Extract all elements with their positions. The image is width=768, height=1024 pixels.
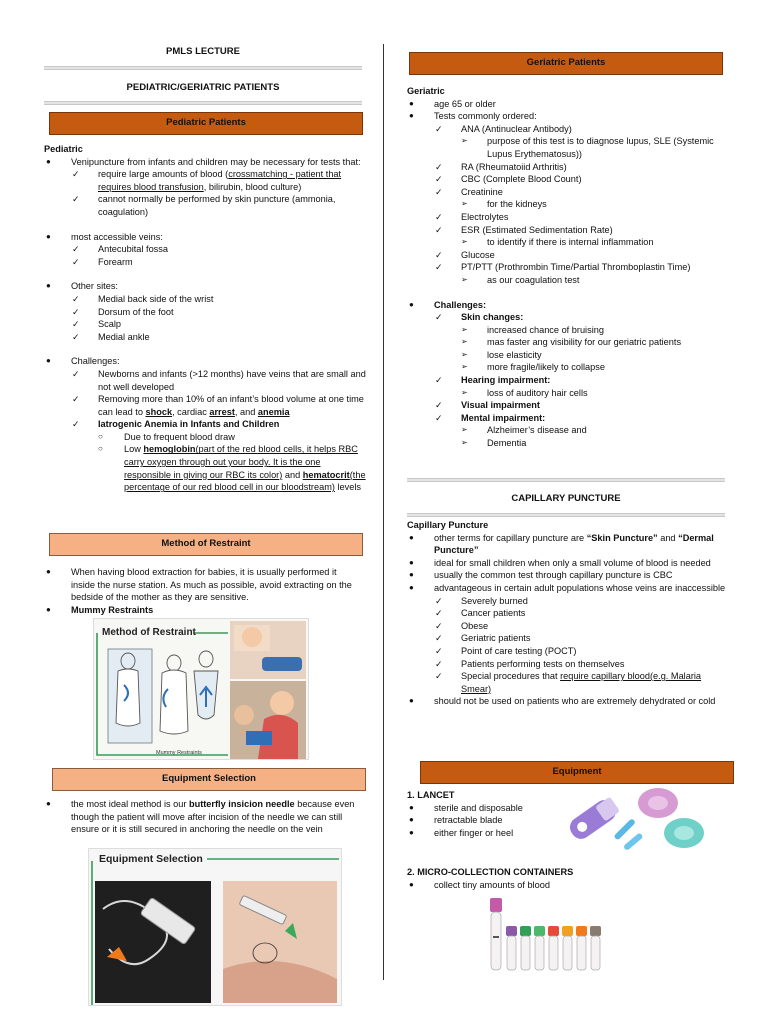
bullet-icon: ● bbox=[46, 604, 51, 614]
arrow-bullet-icon: ➢ bbox=[461, 387, 468, 397]
list-item: ➢ lose elasticity bbox=[461, 349, 542, 360]
check-icon: ✓ bbox=[435, 161, 443, 172]
list-item: ✓ Glucose bbox=[435, 249, 495, 260]
lancet-heading: 1. LANCET bbox=[407, 790, 455, 800]
list-item: ● most accessible veins: bbox=[46, 231, 163, 242]
arrow-bullet-icon: ➢ bbox=[461, 425, 468, 435]
equipment-selection-content bbox=[44, 798, 362, 836]
doc-title: PMLS LECTURE bbox=[166, 46, 240, 57]
check-icon: ✓ bbox=[435, 123, 443, 134]
bullet-icon: ● bbox=[409, 532, 414, 542]
list-item: ● other terms for capillary puncture are “Skin Puncture” and “Dermal Puncture” bbox=[409, 532, 714, 556]
check-icon: ✓ bbox=[435, 620, 443, 631]
check-icon: ✓ bbox=[435, 312, 443, 323]
list-item: ✓ Electrolytes bbox=[435, 211, 509, 222]
micro-collection-tubes-image bbox=[486, 896, 602, 976]
arrow-bullet-icon: ➢ bbox=[461, 438, 468, 448]
list-item: ● Venipuncture from infants and children may be necessary for tests that: bbox=[46, 156, 361, 167]
bullet-icon: ● bbox=[409, 696, 414, 706]
arrow-bullet-icon: ➢ bbox=[461, 324, 468, 334]
list-item: ● age 65 or older bbox=[409, 98, 496, 109]
list-item: ● retractable blade bbox=[409, 815, 503, 826]
list-item: ✓ Special procedures that require capillary blood(e.g. Malaria Smear) bbox=[435, 671, 702, 694]
lancet-content bbox=[407, 789, 567, 839]
list-item: ✓ Patients performing tests on themselves bbox=[435, 658, 625, 669]
list-item: ✓ Iatrogenic Anemia in Infants and Children bbox=[72, 419, 280, 430]
list-item: ● usually the common test through capillary puncture is CBC bbox=[409, 570, 673, 581]
section-rule bbox=[44, 101, 362, 105]
bullet-icon: ● bbox=[409, 98, 414, 108]
list-item: ➢ mas faster ang visibility for our geriatric patients bbox=[461, 337, 682, 348]
check-icon: ✓ bbox=[72, 169, 80, 180]
check-icon: ✓ bbox=[72, 256, 80, 267]
list-item: ● collect tiny amounts of blood bbox=[409, 879, 550, 890]
list-item: ➢ as our coagulation test bbox=[461, 274, 580, 285]
check-icon: ✓ bbox=[435, 224, 443, 235]
list-item: ✓ Medial ankle bbox=[72, 331, 150, 342]
list-item: ✓ Visual impairment bbox=[435, 400, 540, 411]
capillary-title: CAPILLARY PUNCTURE bbox=[511, 493, 621, 504]
list-item: ● the most ideal method is our butterfly insicion needle because even though the patient will move after incision of the needle we can still ensure or it is still secured in anchoring the needle on the vein bbox=[46, 799, 355, 835]
list-item: ● Mummy Restraints bbox=[46, 604, 154, 615]
bullet-icon: ● bbox=[409, 879, 414, 889]
list-item: ✓ Removing more than 10% of an infant’s blood volume at one time can lead to shock, cardiac arrest, and anemia bbox=[72, 394, 364, 417]
list-item: ✓ CBC (Complete Blood Count) bbox=[435, 174, 582, 185]
list-item: ✓ ESR (Estimated Sedimentation Rate) bbox=[435, 224, 613, 235]
list-item: ✓ Creatinine bbox=[435, 186, 503, 197]
bullet-icon: ● bbox=[46, 281, 51, 291]
list-item: ○ Low hemoglobin(part of the red blood cells, it helps RBC carry oxygen through out your body. It is the one responsible in giving our RBC its color) and hematocrit(the percentage of our red blood cell in our bloodstream) levels bbox=[98, 444, 366, 493]
bullet-icon: ● bbox=[46, 356, 51, 366]
list-item: ● sterile and disposable bbox=[409, 802, 523, 813]
list-item: ✓ Medial back side of the wrist bbox=[72, 293, 214, 304]
bullet-icon: ● bbox=[409, 815, 414, 825]
check-icon: ✓ bbox=[435, 400, 443, 411]
list-item: ● When having blood extraction for babies, it is usually performed it inside the nurse station. As much as possible, avoid extracting on the bedside of the mother as they are sensitive. bbox=[46, 567, 352, 603]
list-item: ● Other sites: bbox=[46, 281, 118, 292]
arrow-bullet-icon: ➢ bbox=[461, 237, 468, 247]
pediatric-heading: Pediatric bbox=[44, 144, 83, 154]
check-icon: ✓ bbox=[435, 375, 443, 386]
equipment-selection-figure bbox=[88, 848, 342, 1006]
list-item: ● either finger or heel bbox=[409, 827, 514, 838]
capillary-heading: Capillary Puncture bbox=[407, 520, 489, 530]
bullet-icon: ● bbox=[409, 111, 414, 121]
bullet-icon: ● bbox=[46, 567, 51, 576]
list-item: ✓ require large amounts of blood (crossmatching - patient that requires blood transfusion, bilirubin, blood culture) bbox=[72, 169, 342, 192]
pediatric-content bbox=[44, 143, 366, 494]
list-item: ● should not be used on patients who are extremely dehydrated or cold bbox=[409, 696, 716, 707]
check-icon: ✓ bbox=[72, 419, 80, 430]
restraint-figure bbox=[93, 618, 309, 760]
title-rule bbox=[44, 66, 362, 70]
lancet-image bbox=[562, 785, 712, 855]
list-item: ✓ Geriatric patients bbox=[435, 633, 531, 644]
list-item: ✓ ANA (Antinuclear Antibody) bbox=[435, 123, 572, 134]
check-icon: ✓ bbox=[435, 211, 443, 222]
list-item: ● ideal for small children when only a small volume of blood is needed bbox=[409, 557, 711, 568]
list-item: ➢ for the kidneys bbox=[461, 199, 547, 210]
restraint-content bbox=[44, 566, 362, 616]
check-icon: ✓ bbox=[435, 658, 443, 669]
restraint-illustration bbox=[94, 619, 310, 761]
restraint-banner: Method of Restraint bbox=[49, 533, 363, 556]
capillary-content bbox=[407, 519, 729, 708]
figure-caption: Mummy Restraints bbox=[156, 750, 202, 756]
micro-collection-heading: 2. MICRO-COLLECTION CONTAINERS bbox=[407, 867, 574, 877]
check-icon: ✓ bbox=[72, 244, 80, 255]
list-item: ✓ Forearm bbox=[72, 256, 133, 267]
list-item: ● Tests commonly ordered: bbox=[409, 111, 537, 122]
figure-title: Method of Restraint bbox=[102, 627, 196, 638]
column-divider bbox=[383, 44, 384, 980]
check-icon: ✓ bbox=[435, 412, 443, 423]
list-item: ✓ Dorsum of the foot bbox=[72, 306, 174, 317]
list-item: ✓ Hearing impairment: bbox=[435, 375, 551, 386]
list-item: ● Challenges: bbox=[409, 299, 487, 310]
check-icon: ✓ bbox=[435, 186, 443, 197]
arrow-bullet-icon: ➢ bbox=[461, 337, 468, 347]
list-item: ✓ Severely burned bbox=[435, 595, 528, 606]
geriatric-heading: Geriatric bbox=[407, 86, 445, 96]
check-icon: ✓ bbox=[435, 595, 443, 606]
list-item: ✓ RA (Rheumatoiid Arthritis) bbox=[435, 161, 567, 172]
list-item: ● advantageous in certain adult populations whose veins are inaccessible bbox=[409, 582, 726, 593]
bullet-icon: ● bbox=[409, 557, 414, 567]
bullet-icon: ● bbox=[46, 231, 51, 241]
circle-bullet-icon: ○ bbox=[98, 444, 103, 454]
circle-bullet-icon: ○ bbox=[98, 431, 103, 441]
bullet-icon: ● bbox=[46, 799, 51, 808]
list-item: ✓ Antecubital fossa bbox=[72, 244, 168, 255]
list-item: ✓ Point of care testing (POCT) bbox=[435, 645, 577, 656]
figure-title: Equipment Selection bbox=[99, 853, 203, 865]
list-item: ● Challenges: bbox=[46, 356, 120, 367]
micro-collection-content bbox=[407, 866, 727, 891]
list-item: ✓ PT/PTT (Prothrombin Time/Partial Thromboplastin Time) bbox=[435, 262, 691, 273]
list-item: ✓ Obese bbox=[435, 620, 489, 631]
list-item: ➢ loss of auditory hair cells bbox=[461, 387, 588, 398]
bullet-icon: ● bbox=[409, 570, 414, 580]
bullet-icon: ● bbox=[409, 299, 414, 309]
check-icon: ✓ bbox=[435, 671, 443, 682]
list-item: ➢ to identify if there is internal inflammation bbox=[461, 237, 654, 248]
check-icon: ✓ bbox=[435, 645, 443, 656]
arrow-bullet-icon: ➢ bbox=[461, 274, 468, 284]
arrow-bullet-icon: ➢ bbox=[461, 199, 468, 209]
list-item: ✓ Newborns and infants (>12 months) have veins that are small and not well developed bbox=[72, 368, 366, 392]
check-icon: ✓ bbox=[435, 633, 443, 644]
bullet-icon: ● bbox=[409, 582, 414, 592]
list-item: ➢ increased chance of bruising bbox=[461, 324, 604, 335]
arrow-bullet-icon: ➢ bbox=[461, 136, 468, 146]
check-icon: ✓ bbox=[435, 249, 443, 260]
equipment-selection-banner: Equipment Selection bbox=[52, 768, 366, 791]
list-item: ✓ Scalp bbox=[72, 319, 121, 330]
pediatric-banner: Pediatric Patients bbox=[49, 112, 363, 135]
list-item: ➢ Dementia bbox=[461, 438, 527, 449]
butterfly-needle-illustration bbox=[89, 849, 343, 1007]
check-icon: ✓ bbox=[72, 368, 80, 379]
geriatric-banner: Geriatric Patients bbox=[409, 52, 723, 75]
check-icon: ✓ bbox=[72, 293, 80, 304]
arrow-bullet-icon: ➢ bbox=[461, 362, 468, 372]
list-item: ○ Due to frequent blood draw bbox=[98, 431, 235, 442]
list-item: ✓ cannot normally be performed by skin puncture (ammonia, coagulation) bbox=[72, 194, 336, 217]
list-item: ✓ Cancer patients bbox=[435, 608, 526, 619]
bullet-icon: ● bbox=[46, 156, 51, 166]
check-icon: ✓ bbox=[435, 262, 443, 273]
list-item: ✓ Skin changes: bbox=[435, 312, 524, 323]
list-item: ➢ more fragile/likely to collapse bbox=[461, 362, 605, 373]
bullet-icon: ● bbox=[409, 802, 414, 812]
capillary-rule-bottom bbox=[407, 513, 725, 517]
list-item: ➢ purpose of this test is to diagnose lupus, SLE (Systemic Lupus Erythematosus)) bbox=[461, 136, 714, 159]
check-icon: ✓ bbox=[72, 331, 80, 342]
capillary-rule-top bbox=[407, 478, 725, 482]
section-title: PEDIATRIC/GERIATRIC PATIENTS bbox=[126, 82, 280, 93]
list-item: ➢ Alzheimer’s disease and bbox=[461, 425, 587, 436]
list-item: ✓ Mental impairment: bbox=[435, 412, 546, 423]
check-icon: ✓ bbox=[435, 608, 443, 619]
check-icon: ✓ bbox=[72, 306, 80, 317]
equipment-banner: Equipment bbox=[420, 761, 734, 784]
geriatric-content bbox=[407, 85, 733, 450]
bullet-icon: ● bbox=[409, 827, 414, 837]
arrow-bullet-icon: ➢ bbox=[461, 349, 468, 359]
check-icon: ✓ bbox=[72, 194, 80, 205]
check-icon: ✓ bbox=[435, 174, 443, 185]
check-icon: ✓ bbox=[72, 394, 80, 405]
check-icon: ✓ bbox=[72, 319, 80, 330]
